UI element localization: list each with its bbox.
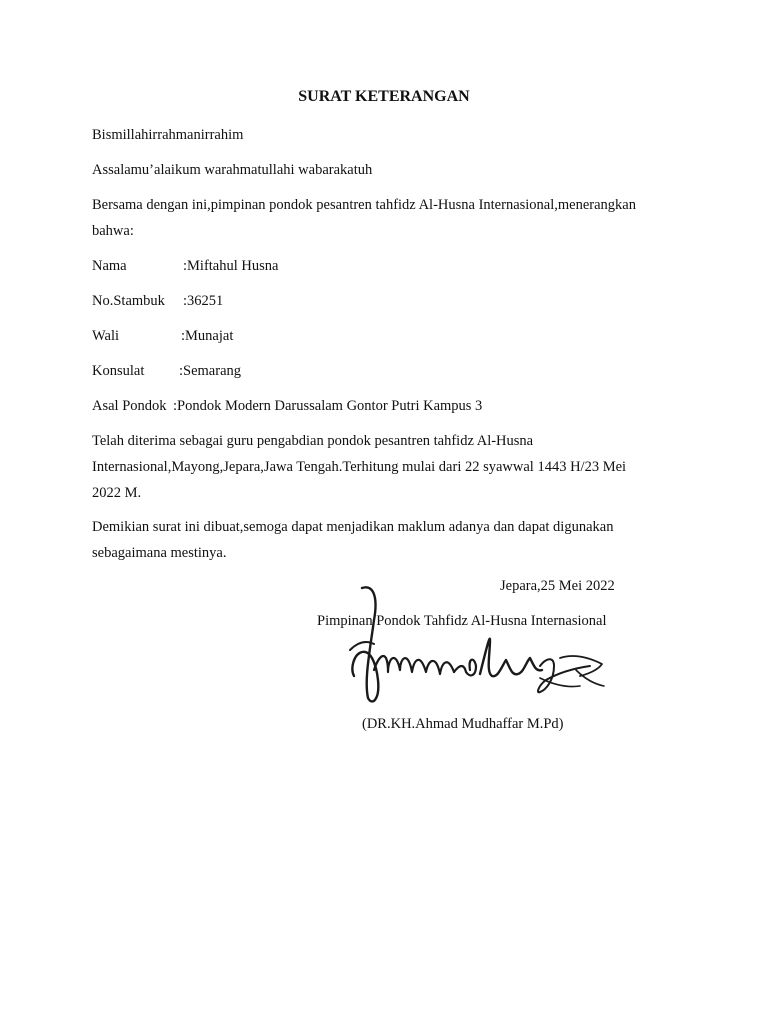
field-label-nama: Nama bbox=[92, 258, 127, 274]
field-value-nama: :Miftahul Husna bbox=[183, 258, 279, 274]
signature-image bbox=[340, 580, 615, 720]
opening-basmalah: Bismillahirrahmanirrahim bbox=[92, 127, 244, 143]
greeting: Assalamu’alaikum warahmatullahi wabarakatuh bbox=[92, 162, 373, 178]
closing-line-2: sebagaimana mestinya. bbox=[92, 545, 227, 561]
field-value-asal-pondok: :Pondok Modern Darussalam Gontor Putri Kampus 3 bbox=[173, 398, 483, 414]
letter-title: SURAT KETERANGAN bbox=[298, 88, 470, 105]
signatory-title: Pimpinan Pondok Tahfidz Al-Husna Internasional bbox=[317, 613, 607, 629]
field-value-konsulat: :Semarang bbox=[179, 363, 242, 379]
field-label-stambuk: No.Stambuk bbox=[92, 293, 165, 309]
intro-line-2: bahwa: bbox=[92, 223, 134, 239]
field-value-stambuk: :36251 bbox=[183, 293, 224, 309]
body-line-3: 2022 M. bbox=[92, 485, 142, 501]
signatory-name: (DR.KH.Ahmad Mudhaffar M.Pd) bbox=[362, 716, 564, 732]
field-label-asal-pondok: Asal Pondok bbox=[92, 398, 167, 414]
closing-line-1: Demikian surat ini dibuat,semoga dapat menjadikan maklum adanya dan dapat digunakan bbox=[92, 519, 614, 535]
field-label-wali: Wali bbox=[92, 328, 120, 344]
body-line-1: Telah diterima sebagai guru pengabdian pondok pesantren tahfidz Al-Husna bbox=[92, 433, 534, 449]
place-date: Jepara,25 Mei 2022 bbox=[500, 578, 615, 594]
body-line-2: Internasional,Mayong,Jepara,Jawa Tengah.Terhitung mulai dari 22 syawwal 1443 H/23 Mei bbox=[92, 459, 627, 475]
intro-line-1: Bersama dengan ini,pimpinan pondok pesantren tahfidz Al-Husna Internasional,menerangkan bbox=[92, 197, 636, 213]
field-label-konsulat: Konsulat bbox=[92, 363, 145, 379]
field-value-wali: :Munajat bbox=[181, 328, 234, 344]
